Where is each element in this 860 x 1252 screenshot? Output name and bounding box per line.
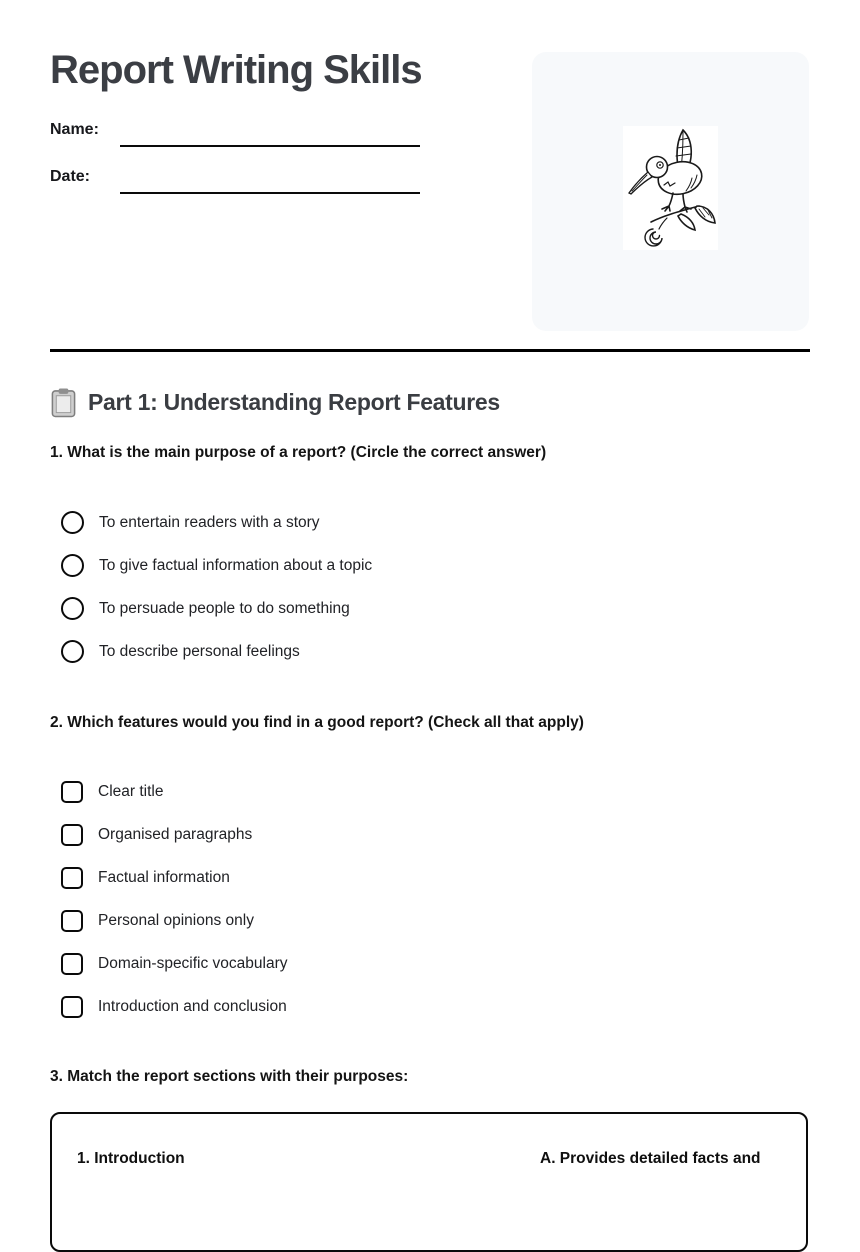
page-title: Report Writing Skills	[50, 48, 422, 92]
checkbox-label: Introduction and conclusion	[98, 998, 287, 1015]
radio-label: To describe personal feelings	[99, 642, 300, 660]
checkbox-clear-title[interactable]	[61, 781, 83, 803]
q2-option-row	[61, 953, 288, 975]
clipboard-icon	[50, 387, 77, 418]
question-1: 1. What is the main purpose of a report? (Circle the correct answer)	[50, 444, 547, 461]
checkbox-factual-information[interactable]	[61, 867, 83, 889]
name-label: Name:	[50, 121, 99, 138]
question-3: 3. Match the report sections with their purposes:	[50, 1068, 409, 1085]
q2-option-row	[61, 824, 252, 846]
section-divider	[50, 349, 810, 352]
matching-exercise-box	[50, 1112, 808, 1252]
checkbox-label: Factual information	[98, 869, 230, 886]
q2-option-row	[61, 910, 254, 932]
checkbox-organised-paragraphs[interactable]	[61, 824, 83, 846]
q1-option-row	[61, 511, 320, 534]
radio-label: To persuade people to do something	[99, 599, 350, 617]
checkbox-label: Domain-specific vocabulary	[98, 955, 288, 972]
illustration-panel	[532, 52, 809, 331]
radio-entertain[interactable]	[61, 511, 84, 534]
date-input-line[interactable]	[120, 192, 420, 194]
q1-option-row	[61, 554, 372, 577]
radio-personal-feelings[interactable]	[61, 640, 84, 663]
checkbox-label: Clear title	[98, 783, 164, 800]
match-item-provides-facts[interactable]: A. Provides detailed facts and	[540, 1150, 761, 1167]
radio-label: To entertain readers with a story	[99, 513, 320, 531]
part1-heading	[50, 387, 500, 418]
q1-option-row	[61, 640, 300, 663]
q2-option-row	[61, 781, 163, 803]
match-item-introduction[interactable]: 1. Introduction	[77, 1150, 185, 1167]
radio-factual-information[interactable]	[61, 554, 84, 577]
checkbox-label: Organised paragraphs	[98, 826, 253, 843]
checkbox-personal-opinions[interactable]	[61, 910, 83, 932]
q2-option-row	[61, 867, 230, 889]
q2-option-row	[61, 996, 287, 1018]
name-input-line[interactable]	[120, 145, 420, 147]
date-label: Date:	[50, 168, 91, 185]
checkbox-intro-conclusion[interactable]	[61, 996, 83, 1018]
q1-option-row	[61, 597, 350, 620]
part1-heading-text: Part 1: Understanding Report Features	[88, 389, 500, 415]
radio-label: To give factual information about a topic	[99, 556, 373, 574]
checkbox-domain-vocabulary[interactable]	[61, 953, 83, 975]
kiwi-bird-illustration	[623, 126, 718, 250]
checkbox-label: Personal opinions only	[98, 912, 254, 929]
question-2: 2. Which features would you find in a good report? (Check all that apply)	[50, 714, 584, 731]
radio-persuade[interactable]	[61, 597, 84, 620]
